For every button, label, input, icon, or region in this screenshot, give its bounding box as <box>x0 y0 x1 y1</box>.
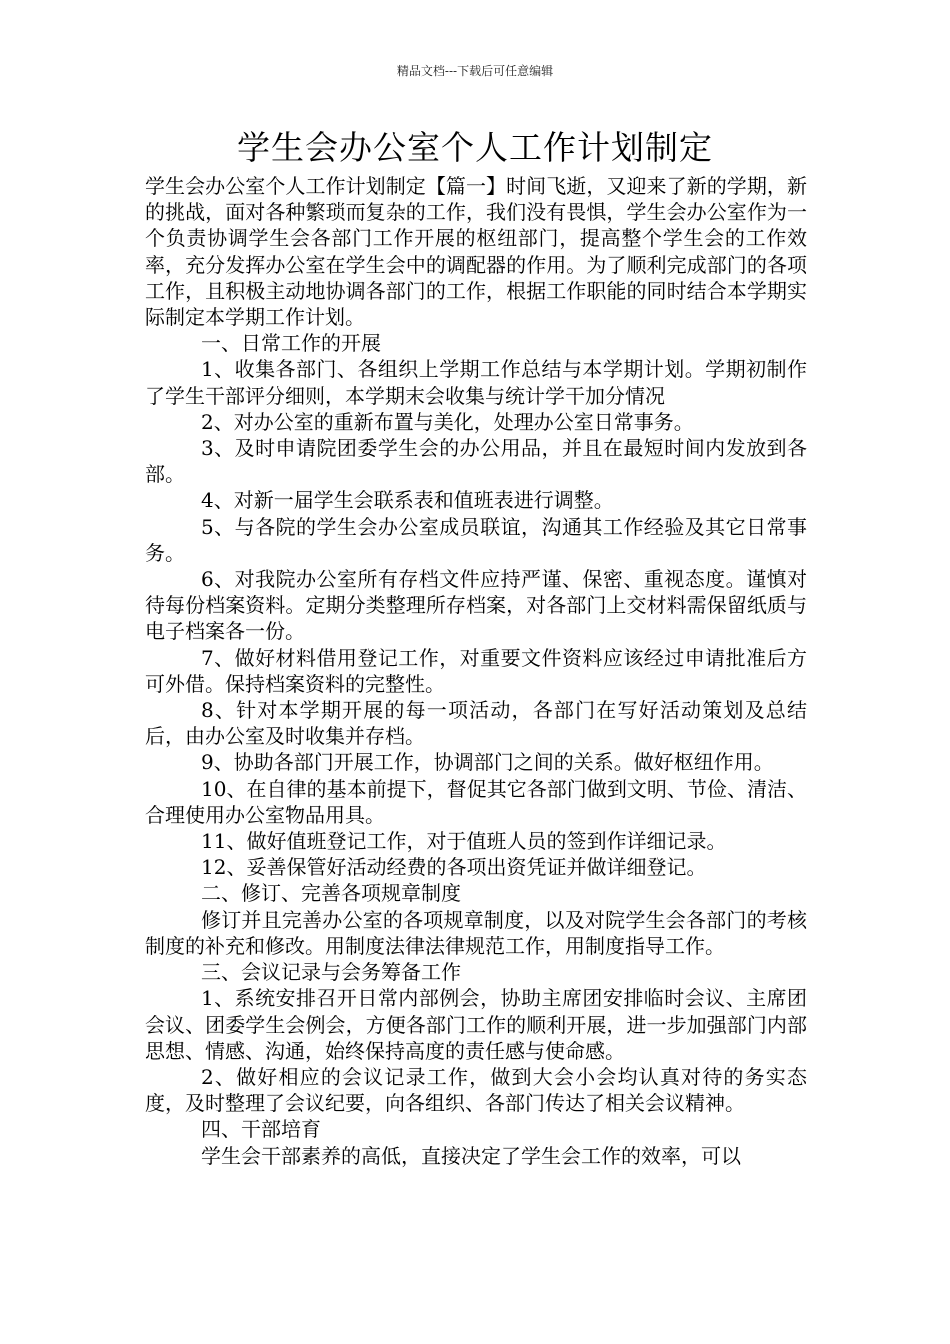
paragraph: 修订并且完善办公室的各项规章制度，以及对院学生会各部门的考核制度的补充和修改。用制度法律法律规范工作，用制度指导工作。 <box>145 907 807 958</box>
header-note: 精品文档---下载后可任意编辑 <box>396 64 554 78</box>
paragraph: 四、干部培育 <box>201 1117 321 1142</box>
paragraph: 1、收集各部门、各组织上学期工作总结与本学期计划。学期初制作了学生干部评分细则，本学期末会收集与统计学干加分情况 <box>145 357 807 408</box>
paragraph: 三、会议记录与会务筹备工作 <box>201 960 461 985</box>
paragraph: 9、协助各部门开展工作，协调部门之间的关系。做好枢纽作用。 <box>201 750 774 775</box>
paragraph: 2、做好相应的会议记录工作，做到大会小会均认真对待的务实态度，及时整理了会议纪要，向各组织、各部门传达了相关会议精神。 <box>145 1064 807 1116</box>
document-title: 学生会办公室个人工作计划制定 <box>237 128 713 167</box>
paragraph: 6、对我院办公室所有存档文件应持严谨、保密、重视态度。谨慎对待每份档案资料。定期分类整理所存档案，对各部门上交材料需保留纸质与电子档案各一份。 <box>145 567 807 644</box>
paragraph: 12、妥善保管好活动经费的各项出资凭证并做详细登记。 <box>201 855 707 880</box>
paragraph: 1、系统安排召开日常内部例会，协助主席团安排临时会议、主席团会议、团委学生会例会，方便各部门工作的顺利开展，进一步加强部门内部思想、情感、沟通，始终保持高度的责任感与使命感。 <box>145 986 807 1063</box>
paragraph: 二、修订、完善各项规章制度 <box>201 881 461 906</box>
paragraph: 5、与各院的学生会办公室成员联谊，沟通其工作经验及其它日常事务。 <box>145 514 807 565</box>
paragraph: 11、做好值班登记工作，对于值班人员的签到作详细记录。 <box>201 829 727 854</box>
paragraph: 一、日常工作的开展 <box>201 331 381 356</box>
paragraph: 10、在自律的基本前提下，督促其它各部门做到文明、节俭、清洁、合理使用办公室物品用具。 <box>145 776 807 827</box>
paragraph: 2、对办公室的重新布置与美化，处理办公室日常事务。 <box>201 409 694 434</box>
paragraph: 学生会办公室个人工作计划制定【篇一】时间飞逝，又迎来了新的学期，新的挑战，面对各种繁琐而复杂的工作，我们没有畏惧，学生会办公室作为一个负责协调学生会各部门工作开展的枢纽部门，提高整个学生会的工作效率，充分发挥办公室在学生会中的调配器的作用。为了顺利完成部门的各项工作，且积极主动地协调各部门的工作，根据工作职能的同时结合本学期实际制定本学期工作计划。 <box>145 174 807 330</box>
paragraph: 7、做好材料借用登记工作，对重要文件资料应该经过申请批准后方可外借。保持档案资料的完整性。 <box>145 645 807 696</box>
paragraph: 8、针对本学期开展的每一项活动，各部门在写好活动策划及总结后，由办公室及时收集并存档。 <box>145 698 807 749</box>
paragraph: 3、及时申请院团委学生会的办公用品，并且在最短时间内发放到各部。 <box>145 436 807 487</box>
paragraph: 4、对新一届学生会联系表和值班表进行调整。 <box>201 488 614 513</box>
document-body <box>145 173 807 1169</box>
paragraph: 学生会干部素养的高低，直接决定了学生会工作的效率，可以 <box>201 1143 741 1168</box>
